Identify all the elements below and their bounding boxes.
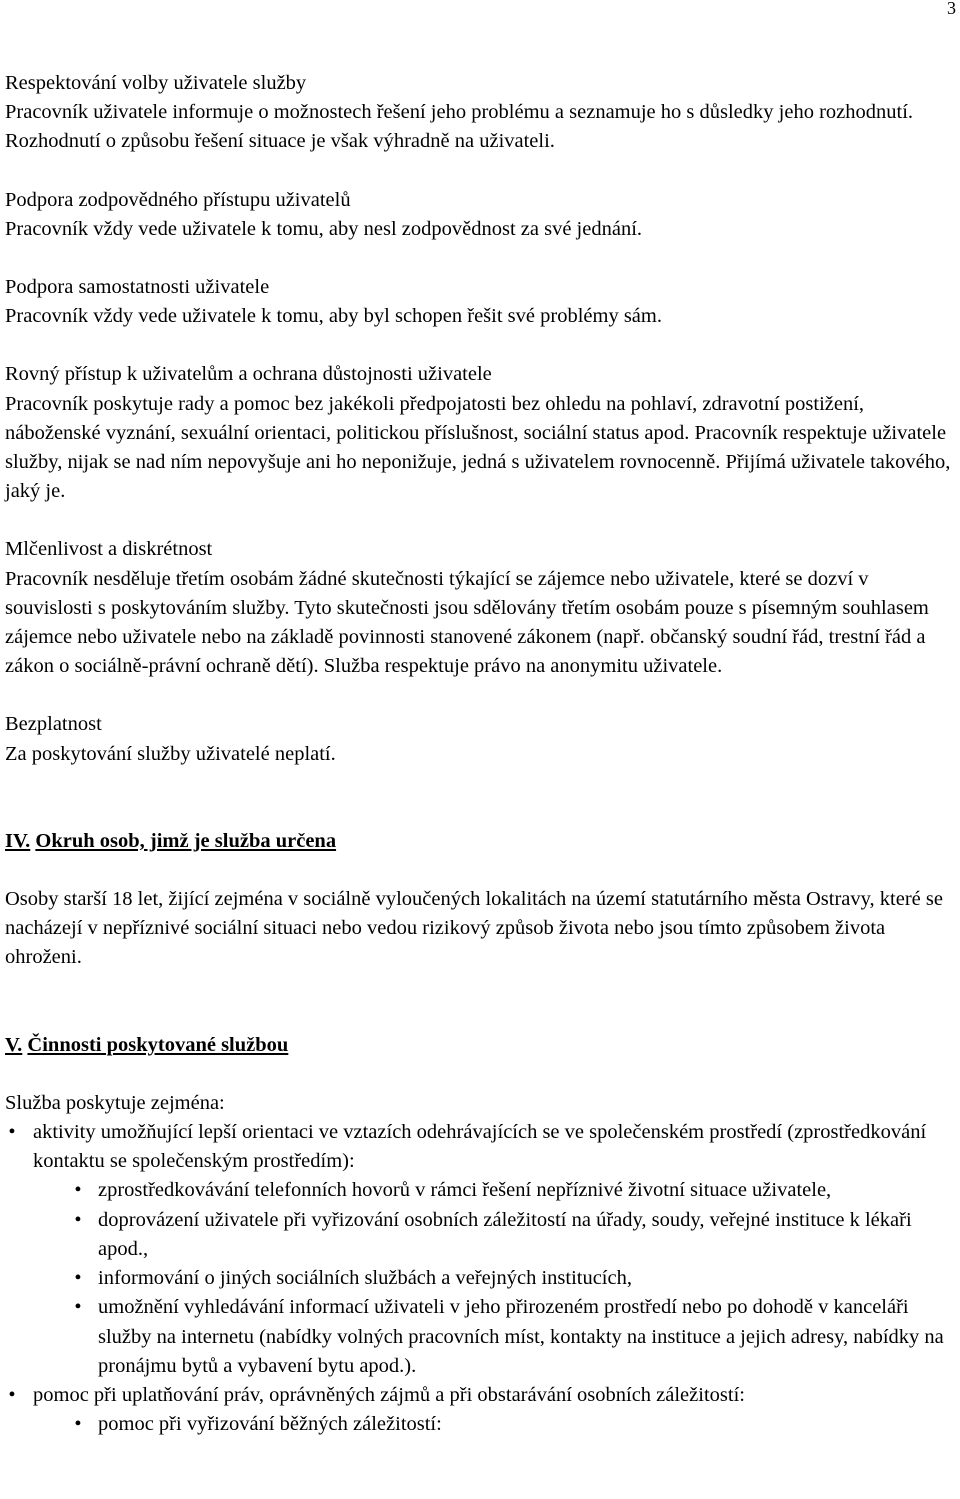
sub-list-item-text: informování o jiných sociálních službách a veřejných institucích,	[98, 1267, 632, 1290]
chapter-number: V.	[5, 1033, 23, 1056]
chapter-iv-heading	[5, 827, 960, 856]
section-heading: Rovný přístup k uživatelům a ochrana důstojnosti uživatele	[5, 363, 492, 386]
chapter-number: IV.	[5, 829, 31, 852]
bullet-icon: •	[74, 1179, 82, 1202]
page-number: 3	[947, 0, 956, 18]
chapter-v-heading	[5, 1031, 960, 1060]
sub-list-item	[73, 1264, 960, 1293]
list-item	[5, 1381, 960, 1439]
services-list	[5, 1118, 960, 1439]
bullet-icon: •	[74, 1296, 82, 1319]
chapter-v-intro: Služba poskytuje zejména:	[5, 1091, 225, 1114]
section-responsibility	[5, 186, 960, 244]
section-body: Za poskytování služby uživatelé neplatí.	[5, 742, 336, 765]
section-free-of-charge	[5, 710, 960, 768]
section-body: Pracovník uživatele informuje o možnostech řešení jeho problému a seznamuje ho s důsledky jeho rozhodnutí. Rozhodnutí o způsobu řešení situace je však výhradně na uživateli.	[5, 101, 914, 153]
section-heading: Podpora samostatnosti uživatele	[5, 276, 270, 299]
sub-list-item-text: umožnění vyhledávání informací uživateli v jeho přirozeném prostředí nebo po dohodě v kanceláři služby na internetu (nabídky volných pracovních míst, kontakty na instituce a jejich adresy, nabídky na pronájmu bytů a vybavení bytu apod.).	[98, 1296, 944, 1377]
section-body: Pracovník nesděluje třetím osobám žádné skutečnosti týkající se zájemce nebo uživatele, které se dozví v souvislosti s poskytováním služby. Tyto skutečnosti jsou sdělovány třetím osobám pouze s písemným souhlasem zájemce nebo uživatele nebo na základě povinnosti stanovené zákonem (např. občanský soudní řád, trestní řád a zákon o sociálně-právní ochraně dětí). Služba respektuje právo na anonymitu uživatele.	[5, 567, 929, 678]
sub-list-item	[73, 1293, 960, 1381]
sub-list-item-text: doprovázení uživatele při vyřizování osobních záležitostí na úřady, soudy, veřejné instituce k lékaři apod.,	[98, 1208, 912, 1260]
sub-list-item	[73, 1410, 960, 1439]
chapter-title: Okruh osob, jimž je služba určena	[35, 829, 337, 852]
bullet-icon: •	[74, 1267, 82, 1290]
section-respect-choice	[5, 69, 960, 157]
section-independence	[5, 273, 960, 331]
bullet-icon: •	[74, 1413, 82, 1436]
section-body: Pracovník poskytuje rady a pomoc bez jakékoli předpojatosti bez ohledu na pohlaví, zdravotní postižení, náboženské vyznání, sexuální orientaci, politickou příslušnost, sociální status apod. Pracovník respektuje uživatele služby, nijak se nad ním nepovyšuje ani ho neponižuje, jedná s uživatelem rovnocenně. Přijímá uživatele takového, jaký je.	[5, 392, 951, 503]
list-item-text: aktivity umožňující lepší orientaci ve vztazích odehrávajících se ve společenském prostředí (zprostředkování kontaktu se společenským prostředím):	[33, 1121, 927, 1173]
section-heading: Bezplatnost	[5, 713, 102, 736]
sub-list-item	[73, 1206, 960, 1264]
list-item-text: pomoc při uplatňování práv, oprávněných zájmů a při obstarávání osobních záležitostí:	[33, 1383, 745, 1406]
section-body: Pracovník vždy vede uživatele k tomu, aby nesl zodpovědnost za své jednání.	[5, 217, 643, 240]
chapter-iv-body: Osoby starší 18 let, žijící zejména v sociálně vyloučených lokalitách na území statutárního města Ostravy, které se nacházejí v nepříznivé sociální situaci nebo vedou rizikový způsob života nebo jsou tímto způsobem života ohroženi.	[5, 888, 943, 969]
chapter-title: Činnosti poskytované službou	[27, 1033, 289, 1056]
bullet-icon: •	[74, 1208, 82, 1231]
section-confidentiality	[5, 535, 960, 681]
section-equal-access	[5, 360, 960, 506]
sub-list-item-text: pomoc při vyřizování běžných záležitostí:	[98, 1413, 442, 1436]
bullet-icon: •	[8, 1121, 16, 1144]
section-heading: Respektování volby uživatele služby	[5, 72, 307, 94]
section-body: Pracovník vždy vede uživatele k tomu, aby byl schopen řešit své problémy sám.	[5, 305, 662, 328]
section-heading: Mlčenlivost a diskrétnost	[5, 538, 213, 561]
list-item	[5, 1118, 960, 1381]
document-body	[5, 69, 960, 1439]
sub-list-item	[73, 1176, 960, 1205]
sub-list-item-text: zprostředkovávání telefonních hovorů v rámci řešení nepříznivé životní situace uživatele,	[98, 1179, 832, 1202]
sub-list	[73, 1176, 960, 1380]
section-heading: Podpora zodpovědného přístupu uživatelů	[5, 188, 351, 211]
sub-list	[73, 1410, 960, 1439]
bullet-icon: •	[8, 1383, 16, 1406]
